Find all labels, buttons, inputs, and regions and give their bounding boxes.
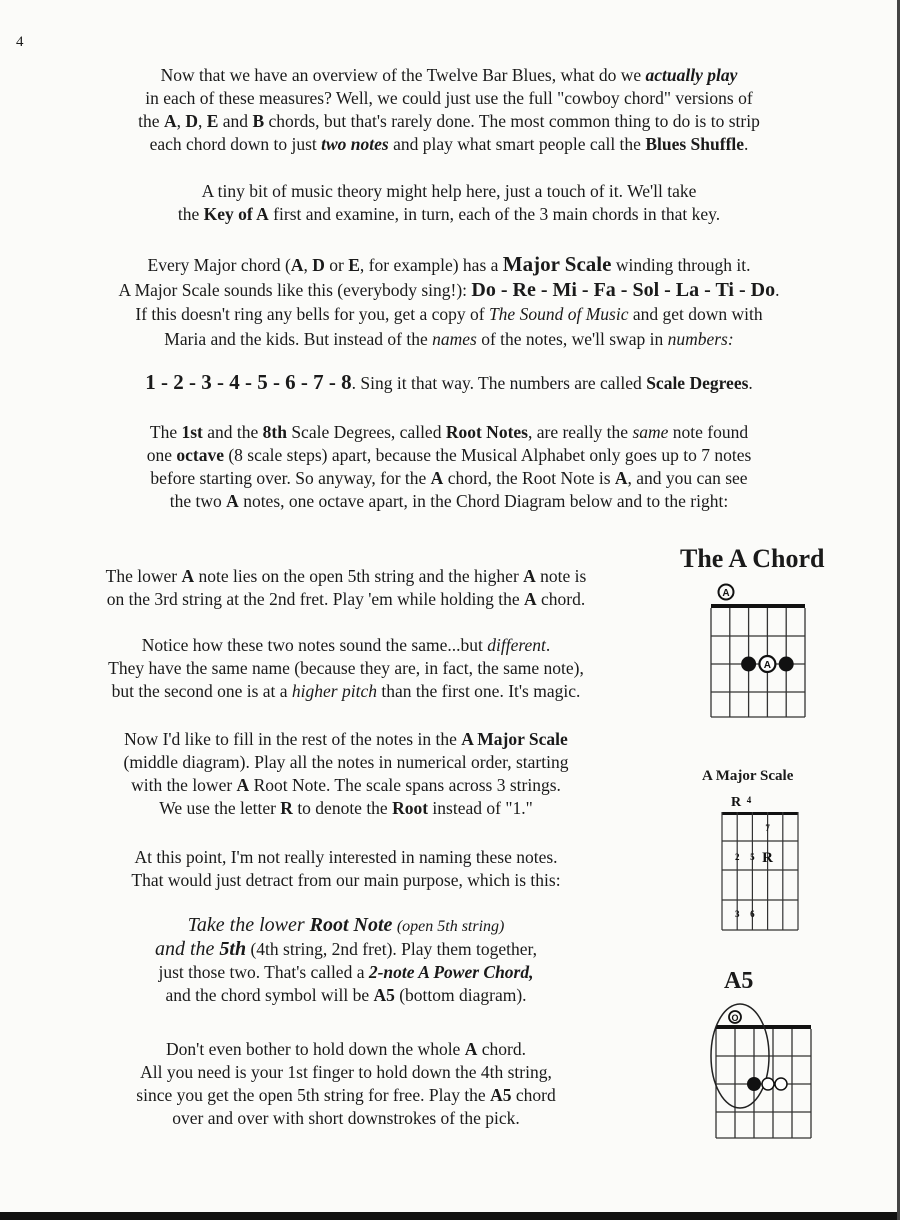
a-major-scale-title: A Major Scale (702, 768, 794, 784)
fill-in-paragraph: Now I'd like to fill in the rest of the notes in the A Major Scale (middle diagram). Play all the notes in numerical order, starting with the lower A Root Note. The scale spans across 3 strings. We use the letter R to denote the Root instead of "1." (123, 729, 569, 818)
intro-paragraph: Now that we have an overview of the Twelve Bar Blues, what do we actually play in each of these measures? Well, we could just use the full "cowboy chord" versions of the A, D, E and B chords, but that's rarely done. The most common thing to do is to strip each chord down to just two notes and play what smart people call the Blues Shuffle. (138, 65, 760, 154)
naming-paragraph: At this point, I'm not really interested in naming these notes. That would just detract from our main purpose, which is this: (131, 847, 561, 890)
a-chord-root-marker (759, 656, 775, 672)
root-notes-paragraph: The 1st and the 8th Scale Degrees, called Root Notes, are really the same note found one octave (8 scale steps) apart, because the Musical Alphabet only goes up to 7 notes before starting over. So anyway, for the A chord, the Root Note is A, and you can see the two A notes, one octave apart, in the Chord Diagram below and to the right: (146, 422, 752, 511)
page-bottom-border (0, 1212, 900, 1220)
a-major-scale-nut (722, 812, 798, 815)
scale-top-4-label: 4 (746, 795, 752, 805)
scale-degree-2: 2 (734, 852, 740, 862)
svg-text:O: O (731, 1013, 739, 1023)
svg-text:A: A (763, 660, 772, 671)
a-major-scale-grid (722, 812, 798, 930)
a-chord-title: The A Chord (680, 544, 825, 573)
scale-degree-7: 7 (765, 823, 770, 833)
svg-text:A: A (722, 588, 730, 599)
major-scale-paragraph: Every Major chord (A, D or E, for example) has a Major Scale winding through it. A Major Scale sounds like this (everybody sing!): Do - Re - Mi - Fa - Sol - La - Ti - Do. If this doesn't ring any bells for you, get a copy of The Sound of Music and get down with Maria and the kids. But instead of the names of the notes, we'll swap in numbers: (118, 252, 780, 349)
page-number: 4 (16, 34, 24, 50)
scale-degree-6: 6 (750, 909, 755, 919)
a5-finger-dot (747, 1077, 761, 1091)
lower-note-paragraph: The lower A note lies on the open 5th string and the higher A note is on the 3rd string at the 2nd fret. Play 'em while holding the A chord. (105, 566, 587, 609)
a5-optional-note (775, 1078, 787, 1090)
take-paragraph: Take the lower Root Note (open 5th string) and the 5th (4th string, 2nd fret). Play them together, just those two. That's called a 2-note A Power Chord, and the chord symbol will be A5 (bottom diagram). (154, 914, 538, 1005)
scale-degrees-line: 1 - 2 - 3 - 4 - 5 - 6 - 7 - 8. Sing it that way. The numbers are called Scale Degrees. (145, 370, 753, 394)
a5-open-marker (729, 1011, 741, 1023)
a-chord-finger-dot (741, 657, 756, 672)
scale-top-root-label: R (730, 795, 742, 810)
a-major-scale-diagram (718, 790, 808, 935)
a-chord-diagram (705, 580, 815, 720)
a-chord-nut (711, 604, 805, 608)
scale-degree-root: R (762, 850, 774, 866)
notice-paragraph: Notice how these two notes sound the same...but different. They have the same name (because they are, in fact, the same note), but the second one is at a higher pitch than the first one. It's magic. (108, 635, 584, 701)
a-chord-open-marker (719, 585, 734, 600)
a5-optional-note (762, 1078, 774, 1090)
theory-paragraph: A tiny bit of music theory might help here, just a touch of it. We'll take the Key of A first and examine, in turn, each of the 3 main chords in that key. (177, 181, 721, 224)
a5-title: A5 (724, 968, 754, 994)
a-chord-finger-dot (779, 657, 794, 672)
a5-diagram (702, 1000, 822, 1150)
bother-paragraph: Don't even bother to hold down the whole A chord. All you need is your 1st finger to hold down the 4th string, since you get the open 5th string for free. Play the A5 chord over and over with short downstrokes of the pick. (136, 1039, 556, 1128)
scale-degree-3: 3 (734, 909, 740, 919)
scale-degree-5: 5 (750, 852, 755, 862)
